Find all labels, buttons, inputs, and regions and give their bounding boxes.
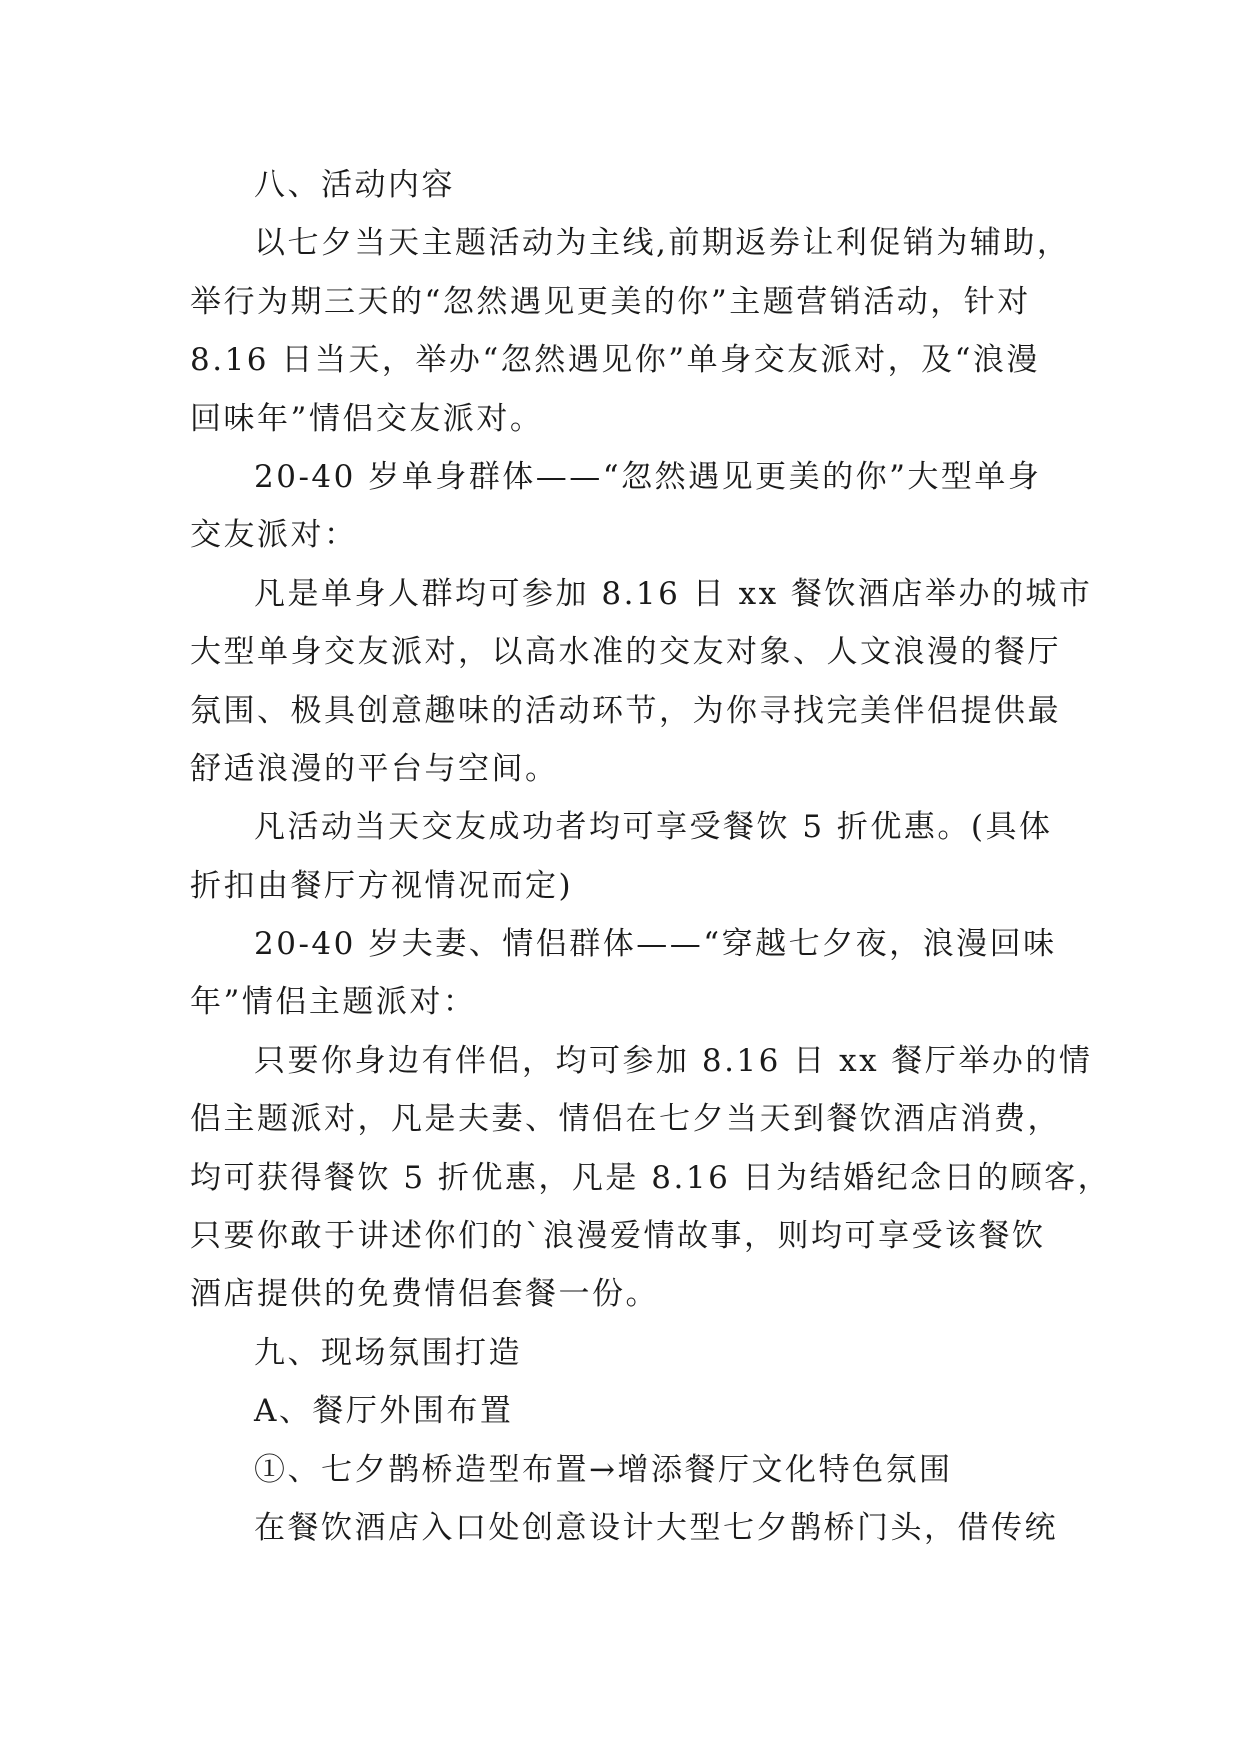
text-line: 八、活动内容 xyxy=(254,167,455,203)
text-line: 酒店提供的免费情侣套餐一份。 xyxy=(190,1276,659,1313)
text-line: 均可获得餐饮 5 折优惠，凡是 8.16 日为结婚纪念日的顾客， xyxy=(190,1159,1112,1196)
text-line: 20-40 岁单身群体——“忽然遇见更美的你”大型单身 xyxy=(254,458,1042,495)
text-line: A、餐厅外围布置 xyxy=(254,1393,514,1430)
text-line: 在餐饮酒店入口处创意设计大型七夕鹊桥门头，借传统 xyxy=(254,1509,1058,1546)
text-line: 20-40 岁夫妻、情侣群体——“穿越七夕夜，浪漫回味 xyxy=(254,926,1057,963)
text-line: 年”情侣主题派对： xyxy=(190,984,477,1021)
text-line: 只要你身边有伴侣，均可参加 8.16 日 xx 餐厅举办的情 xyxy=(254,1042,1093,1079)
text-line: 凡是单身人群均可参加 8.16 日 xx 餐饮酒店举办的城市 xyxy=(254,575,1093,612)
text-line: 氛围、极具创意趣味的活动环节，为你寻找完美伴侣提供最 xyxy=(190,692,1061,729)
text-line: 大型单身交友派对，以高水准的交友对象、人文浪漫的餐厅 xyxy=(190,634,1061,671)
text-line: 九、现场氛围打造 xyxy=(254,1334,522,1371)
document-body xyxy=(190,156,1112,1557)
text-line: 举行为期三天的“忽然遇见更美的你”主题营销活动，针对 xyxy=(190,283,1031,320)
text-line: 以七夕当天主题活动为主线,前期返券让利促销为辅助， xyxy=(254,225,1071,262)
text-line: 折扣由餐厅方视情况而定) xyxy=(190,867,574,904)
text-line: 侣主题派对，凡是夫妻、情侣在七夕当天到餐饮酒店消费， xyxy=(190,1101,1061,1138)
text-line: 凡活动当天交友成功者均可享受餐饮 5 折优惠。(具体 xyxy=(254,809,1053,846)
text-line: ①、七夕鹊桥造型布置→增添餐厅文化特色氛围 xyxy=(254,1451,953,1488)
text-line: 交友派对： xyxy=(190,517,358,554)
text-line: 回味年”情侣交友派对。 xyxy=(190,400,544,437)
text-line: 舒适浪漫的平台与空间。 xyxy=(190,750,559,787)
text-line: 8.16 日当天，举办“忽然遇见你”单身交友派对，及“浪漫 xyxy=(190,342,1040,379)
text-line: 只要你敢于讲述你们的`浪漫爱情故事，则均可享受该餐饮 xyxy=(190,1218,1046,1255)
